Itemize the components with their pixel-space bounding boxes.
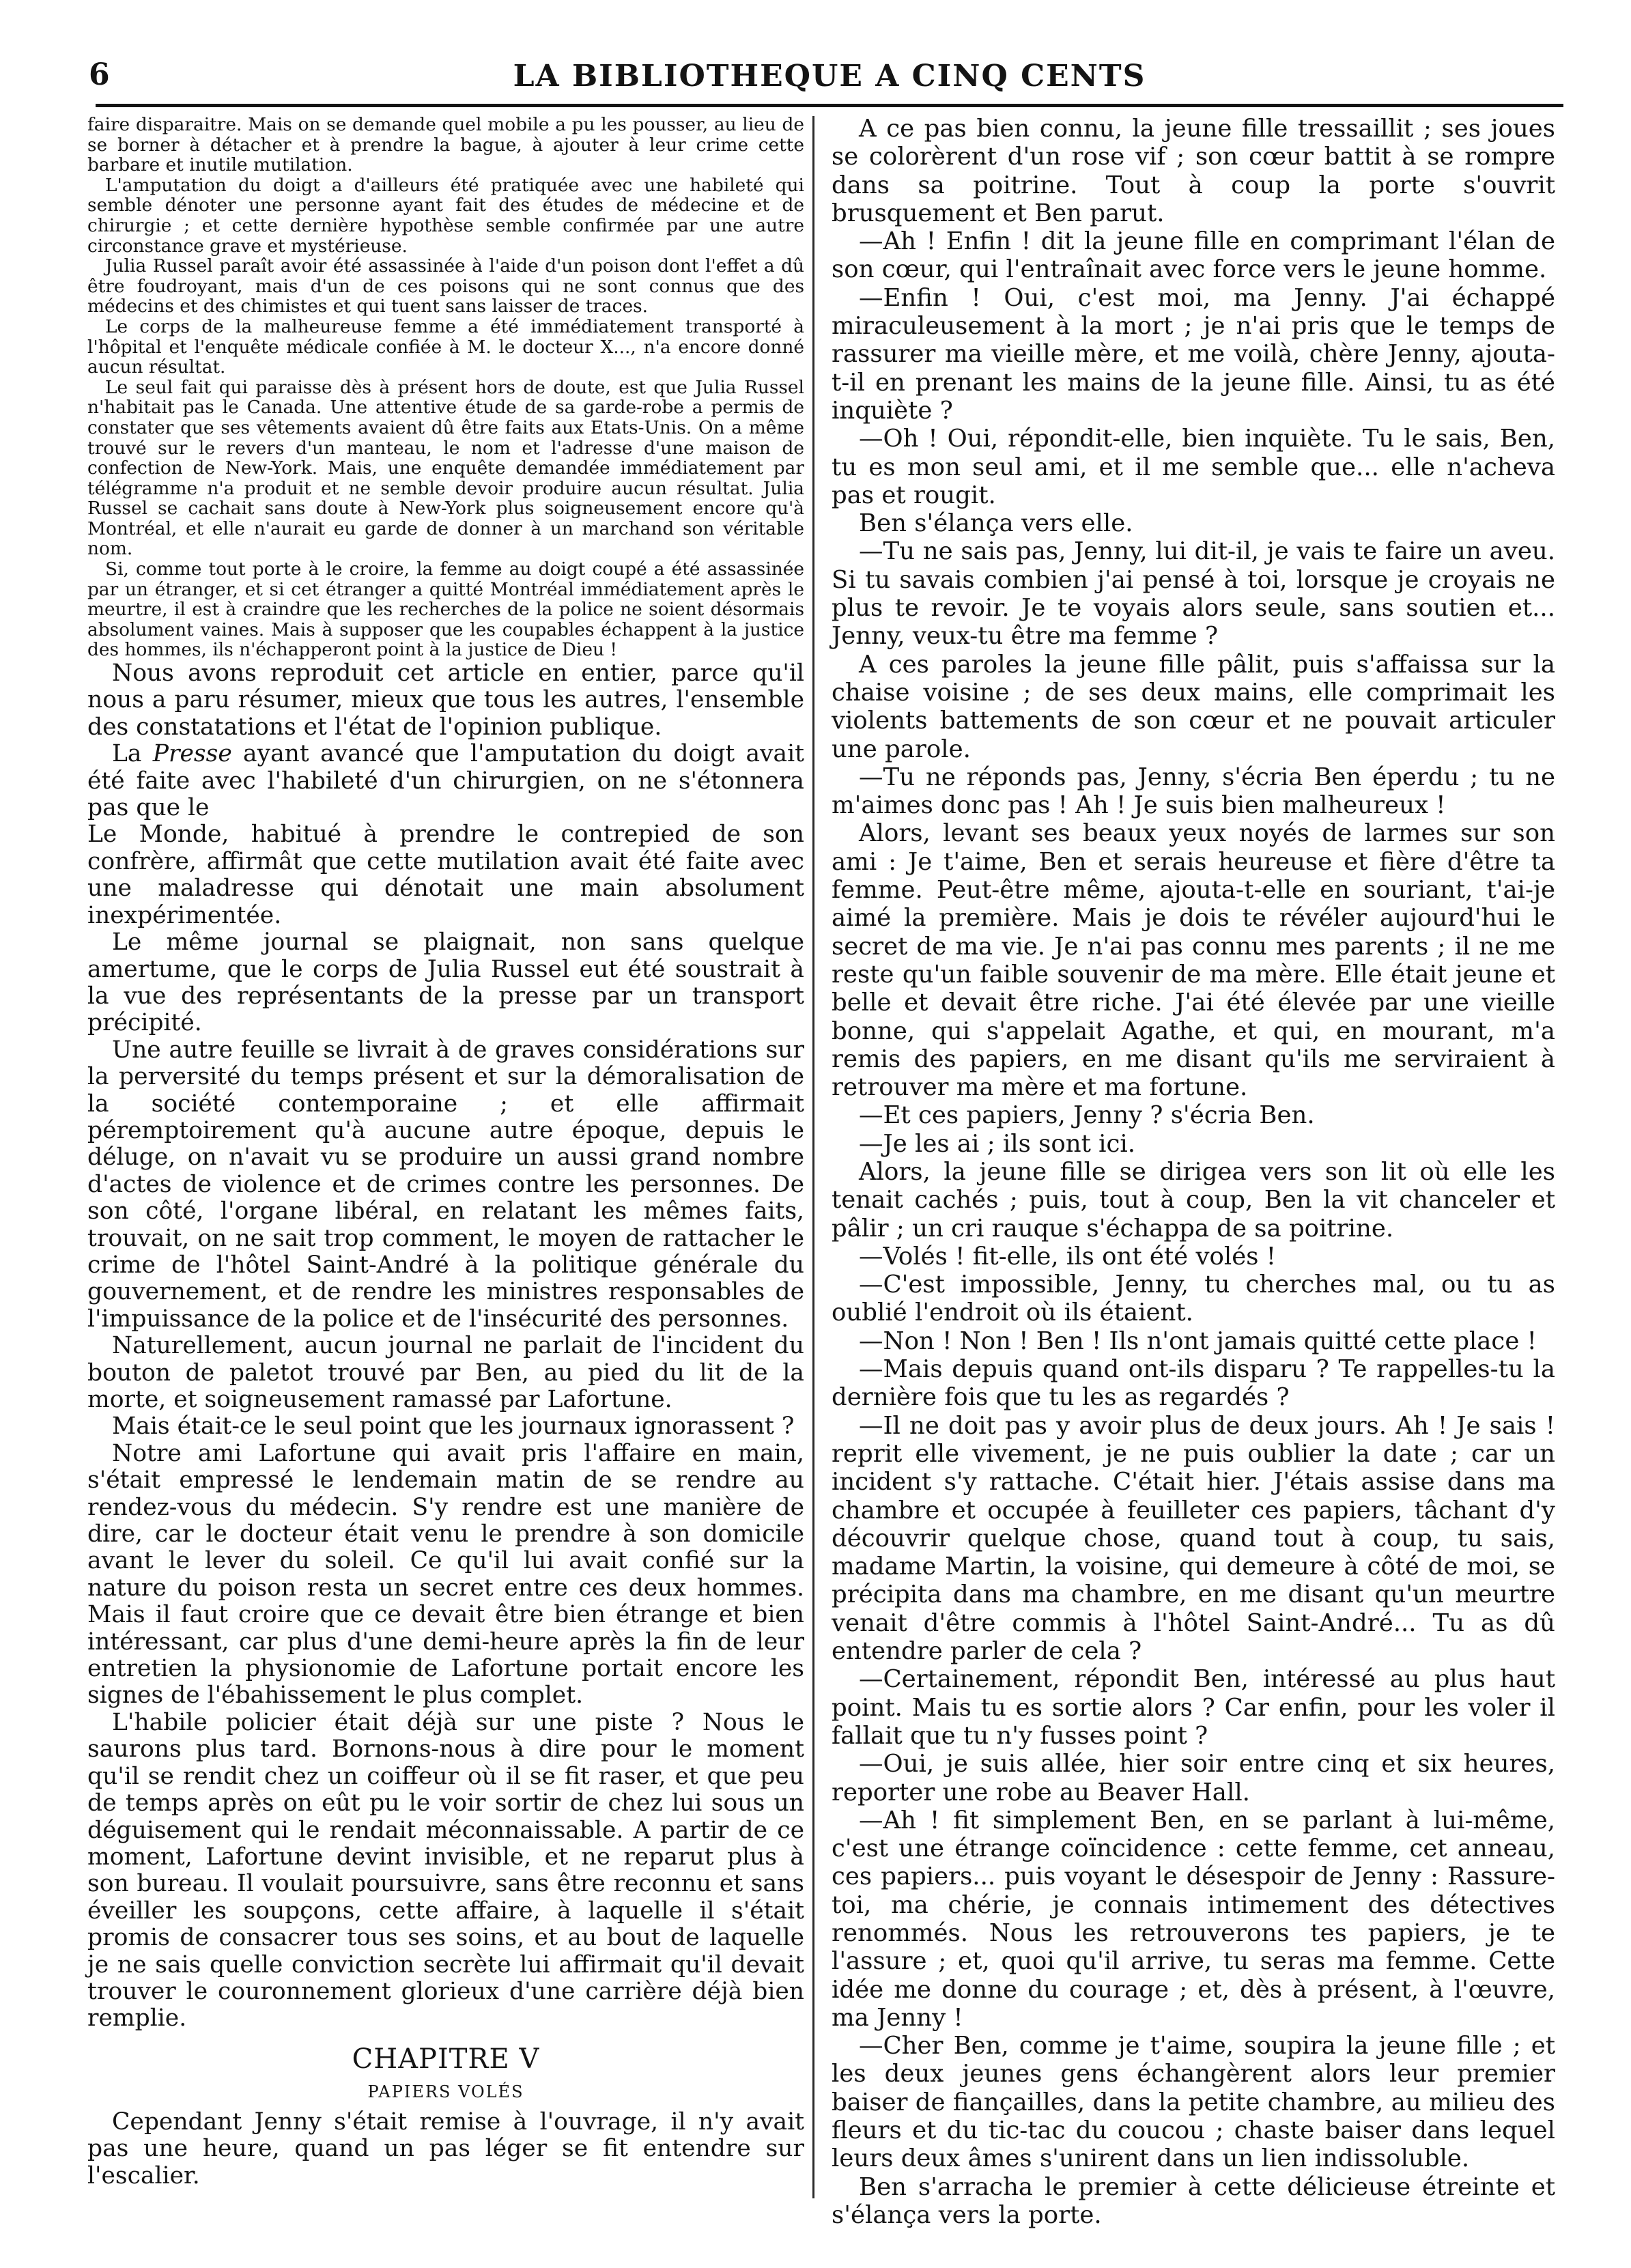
presse-text-before: La (112, 740, 153, 768)
newspaper-name: Presse (152, 740, 232, 768)
body-paragraph: A ce pas bien connu, la jeune fille tressaillit ; ses joues se colorèrent d'un rose vif ; son cœur battit à se rompre dans sa poitrine. Tout à coup la porte s'ouvrit brusquement et Ben parut. (832, 115, 1555, 227)
quote-paragraph: L'amputation du doigt a d'ailleurs été pratiquée avec une habileté qui semble dénoter une personne ayant fait des études de médecine et de chirurgie ; et cette dernière hypothèse semble confirmée par une autre circonstance grave et mystérieuse. (87, 174, 804, 257)
quoted-article (87, 115, 804, 660)
article-body (87, 660, 804, 2189)
running-title: LA BIBLIOTHEQUE A CINQ CENTS (513, 59, 1146, 94)
body-paragraph: Ben s'arracha le premier à cette délicieuse étreinte et s'élança vers la porte. (832, 2172, 1555, 2229)
body-paragraph: Alors, levant ses beaux yeux noyés de larmes sur son ami : Je t'aime, Ben et serais heureuse et fière d'être ta femme. Peut-être même, ajouta-t-elle en souriant, t'ai-je aimé la première. Mais je dois te révéler aujourd'hui le secret de ma vie. Je n'ai pas connu mes parents ; il ne me reste qu'un faible souvenir de ma mère. Elle était jeune et belle et devait être riche. J'ai été élevée par une vieille bonne, qui s'appelait Agathe, et qui, en mourant, m'a remis des papiers, en me disant qu'ils me serviraient à retrouver ma mère et ma fortune. (832, 819, 1555, 1102)
quote-paragraph: faire disparaitre. Mais on se demande quel mobile a pu les pousser, au lieu de se borner à détacher et à prendre la bague, à ajouter à leur crime cette barbare et inutile mutilation. (87, 114, 804, 176)
body-paragraph: Une autre feuille se livrait à de graves considérations sur la perversité du temps présent et sur la démoralisation de la société contemporaine ; et elle affirmait péremptoirement qu'à aucune autre époque, depuis le déluge, on n'avait vu se produire un aussi grand nombre d'actes de violence et de crimes contre les personnes. De son côté, l'organe libéral, en relatant les mêmes faits, trouvait, on ne sait trop comment, le moyen de rattacher le crime de l'hôtel Saint-André à la politique générale du gouvernement, et de rendre les ministres responsables de l'impuissance de la police et de l'insécurité des personnes. (87, 1036, 804, 1333)
page-number: 6 (89, 57, 110, 92)
presse-paragraph (87, 741, 804, 821)
body-paragraph: —Tu ne réponds pas, Jenny, s'écria Ben éperdu ; tu ne m'aimes donc pas ! Ah ! Je suis bien malheureux ! (832, 763, 1555, 820)
body-paragraph: Cependant Jenny s'était remise à l'ouvrage, il n'y avait pas une heure, quand un pas léger se fit entendre sur l'escalier. (87, 2108, 804, 2189)
body-paragraph: —Ah ! fit simplement Ben, en se parlant à lui-même, c'est une étrange coïncidence : cette femme, cet anneau, ces papiers... puis voyant le désespoir de Jenny : Rassure-toi, ma chérie, je connais intimement des détectives renommés. Nous les retrouverons tes papiers, je te l'assure ; et, quoi qu'il arrive, tu seras ma femme. Cette idée me donne du courage ; et, dès à présent, à l'œuvre, ma Jenny ! (832, 1806, 1555, 2032)
right-column (832, 115, 1555, 2229)
body-paragraph: —Volés ! fit-elle, ils ont été volés ! (859, 1242, 1277, 1271)
page-header (89, 57, 1570, 98)
left-column (87, 115, 804, 2189)
quote-paragraph: Julia Russel paraît avoir été assassinée à l'aide d'un poison dont l'effet a dû être foudroyant, mais d'un de ces poisons qui ne sont connus que des médecins et des chimistes et qui tuent sans laisser de traces. (87, 255, 804, 317)
quote-paragraph: Le seul fait qui paraisse dès à présent hors de doute, est que Julia Russel n'habitait pas le Canada. Une attentive étude de sa garde-robe a permis de constater que ses vêtements avaient dû être faits aux Etats-Unis. On a même trouvé sur le revers d'un manteau, le nom et l'adresse d'une maison de confection de New-York. Mais, une enquête demandée immédiatement par télégramme n'a produit et ne semble devoir produire aucun résultat. Julia Russel se cachait sans doute à New-York plus soigneusement encore qu'à Montréal, et elle n'aurait eu garde de donner à un marchand son véritable nom. (87, 376, 804, 560)
chapter-title: CHAPITRE V (352, 2043, 540, 2075)
body-paragraph: —C'est impossible, Jenny, tu cherches mal, ou tu as oublié l'endroit où ils étaient. (832, 1271, 1555, 1327)
body-paragraph: Nous avons reproduit cet article en entier, parce qu'il nous a paru résumer, mieux que tous les autres, l'ensemble des constatations et l'état de l'opinion publique. (87, 660, 804, 741)
body-paragraph: —Et ces papiers, Jenny ? s'écria Ben. (859, 1101, 1315, 1130)
presse-text-after: ayant avancé que l'amputation du doigt avait été faite avec l'habileté d'un chirurgien, on ne s'étonnera pas que le (87, 740, 804, 822)
column-divider (812, 116, 814, 2198)
header-rule (96, 104, 1563, 107)
body-paragraph: Le Monde, habitué à prendre le contrepied de son confrère, affirmât que cette mutilation avait été faite avec une maladresse qui dénotait une main absolument inexpérimentée. (87, 821, 804, 929)
body-paragraph: —Ah ! Enfin ! dit la jeune fille en comprimant l'élan de son cœur, qui l'entraînait avec force vers le jeune homme. (832, 227, 1555, 284)
quote-paragraph: Si, comme tout porte à le croire, la femme au doigt coupé a été assassinée par un étranger, et si cet étranger a quitté Montréal immédiatement après le meurtre, il est à craindre que les recherches de la police ne soient désormais absolument vaines. Mais à supposer que les coupables échappent à la justice des hommes, ils n'échapperont point à la justice de Dieu ! (87, 558, 804, 661)
body-paragraph: Mais était-ce le seul point que les journaux ignorassent ? (112, 1413, 795, 1441)
body-paragraph: —Enfin ! Oui, c'est moi, ma Jenny. J'ai échappé miraculeusement à la mort ; je n'ai pris que le temps de rassurer ma vieille mère, et me voilà, chère Jenny, ajouta-t-il en prenant les mains de la jeune fille. Ainsi, tu as été inquiète ? (832, 283, 1555, 425)
body-paragraph: Le même journal se plaignait, non sans quelque amertume, que le corps de Julia Russel eut été soustrait à la vue des représentants de la presse par un transport précipité. (87, 929, 804, 1037)
body-paragraph: L'habile policier était déjà sur une piste ? Nous le saurons plus tard. Bornons-nous à dire pour le moment qu'il se rendit chez un coiffeur où il se fit raser, et que peu de temps après on eût pu le voir sortir de chez lui sous un déguisement qui le rendait méconnaissable. A partir de ce moment, Lafortune devint invisible, et ne reparut plus à son bureau. Il voulait poursuivre, sans être reconnu et sans éveiller les soupçons, cette affaire, à laquelle il s'était promis de consacrer tous ses soins, et au bout de laquelle je ne sais quelle conviction secrète lui affirmait qu'il devait trouver le couronnement glorieux d'une carrière déjà bien remplie. (87, 1708, 804, 2032)
chapter-subtitle: PAPIERS VOLÉS (367, 2082, 524, 2101)
body-paragraph: —Cher Ben, comme je t'aime, soupira la jeune fille ; et les deux jeunes gens échangèrent alors leur premier baiser de fiançailles, dans la petite chambre, au milieu des fleurs et du tic-tac du coucou ; chaste baiser dans lequel leurs deux âmes s'unirent dans un lien indissoluble. (832, 2032, 1555, 2173)
body-paragraph: —Non ! Non ! Ben ! Ils n'ont jamais quitté cette place ! (859, 1327, 1537, 1355)
body-paragraph: Notre ami Lafortune qui avait pris l'affaire en main, s'était empressé le lendemain matin de se rendre au rendez-vous du médecin. S'y rendre est une manière de dire, car le docteur était venu le prendre à son domicile avant le lever du soleil. Ce qu'il lui avait confié sur la nature du poison resta un secret entre ces deux hommes. Mais il faut croire que ce devait être bien étrange et bien intéressant, car plus d'une demi-heure après la fin de leur entretien la physionomie de Lafortune portait encore les signes de l'ébahissement le plus complet. (87, 1439, 804, 1710)
body-paragraph: —Je les ai ; ils sont ici. (859, 1129, 1136, 1158)
body-paragraph: —Oui, je suis allée, hier soir entre cinq et six heures, reporter une robe au Beaver Hall. (832, 1750, 1555, 1806)
quote-paragraph: Le corps de la malheureuse femme a été immédiatement transporté à l'hôpital et l'enquête médicale confiée à M. le docteur X..., n'a encore donné aucun résultat. (87, 315, 804, 378)
body-paragraph: Naturellement, aucun journal ne parlait de l'incident du bouton de paletot trouvé par Ben, au pied du lit de la morte, et soigneusement ramassé par Lafortune. (87, 1332, 804, 1413)
body-paragraph: —Oh ! Oui, répondit-elle, bien inquiète. Tu le sais, Ben, tu es mon seul ami, et il me semble que... elle n'acheva pas et rougit. (832, 425, 1555, 509)
body-paragraph: —Mais depuis quand ont-ils disparu ? Te rappelles-tu la dernière fois que tu les as regardés ? (832, 1355, 1555, 1412)
body-paragraph: —Il ne doit pas y avoir plus de deux jours. Ah ! Je sais ! reprit elle vivement, je ne puis oublier la date ; car un incident s'y rattache. C'était hier. J'étais assise dans ma chambre et occupée à feuilleter ces papiers, tâchant d'y découvrir quelque chose, quand tout à coup, tu sais, madame Martin, la voisine, qui demeure à côté de moi, se précipita dans ma chambre, en me disant qu'un meurtre venait d'être commis à l'hôtel Saint-André... Tu as dû entendre parler de cela ? (832, 1411, 1555, 1666)
body-paragraph: —Certainement, répondit Ben, intéressé au plus haut point. Mais tu es sortie alors ? Car enfin, pour les voler il fallait que tu n'y fusses point ? (832, 1665, 1555, 1750)
body-paragraph: —Tu ne sais pas, Jenny, lui dit-il, je vais te faire un aveu. Si tu savais combien j'ai pensé à toi, lorsque je croyais ne plus te revoir. Je te voyais alors seule, sans soutien et... Jenny, veux-tu être ma femme ? (832, 537, 1555, 651)
body-paragraph: Alors, la jeune fille se dirigea vers son lit où elle les tenait cachés ; puis, tout à coup, Ben la vit chanceler et pâlir ; un cri rauque s'échappa de sa poitrine. (832, 1157, 1555, 1243)
body-paragraph: Ben s'élança vers elle. (859, 509, 1133, 538)
body-paragraph: A ces paroles la jeune fille pâlit, puis s'affaissa sur la chaise voisine ; de ses deux mains, elle comprimait les violents battements de son cœur et ne pouvait articuler une parole. (832, 650, 1555, 763)
